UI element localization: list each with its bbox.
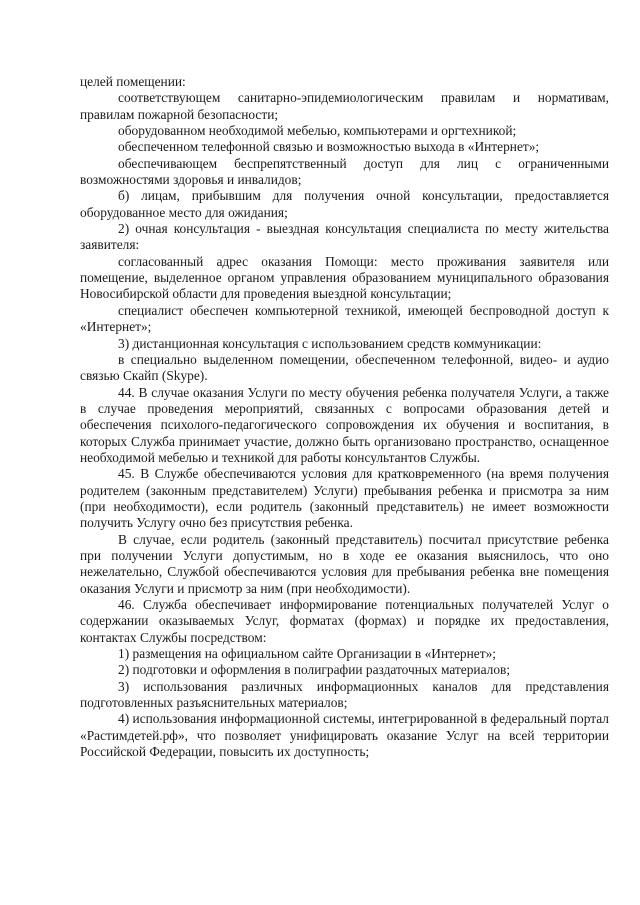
paragraph-agreed-address: согласованный адрес оказания Помощи: место проживания заявителя или помещение, выделенное органом управления образованием муниципального образования Новосибирской области для проведения выездной консультации; [80, 253, 609, 302]
paragraph-sanitary: соответствующем санитарно-эпидемиологическим правилам и нормативам, правилам пожарной безопасности; [80, 90, 609, 122]
paragraph-phone-internet: обеспеченном телефонной связью и возможностью выхода в «Интернет»; [118, 139, 540, 155]
paragraph-item-46: 46. Служба обеспечивает информирование потенциальных получателей Услуг о содержании оказываемых Услуг, форматах (формах) и порядке их предоставления, контактах Службы посредством: [80, 597, 609, 645]
paragraph-accessibility: обеспечивающем беспрепятственный доступ для лиц с ограниченными возможностями здоровья и инвалидов; [80, 155, 609, 188]
paragraph-list-3: 3) использования различных информационных каналов для представления подготовленных разъяснительных материалов; [80, 678, 609, 711]
paragraph-onsite-consultation: 2) очная консультация - выездная консультация специалиста по месту жительства заявителя: [80, 221, 609, 253]
paragraph-list-1: 1) размещения на официальном сайте Организации в «Интернет»; [118, 646, 496, 662]
paragraph-list-4: 4) использования информационной системы, интегрированной в федеральный портал «Растимдетей.рф», что позволяет унифицировать оказание Услуг на всей территории Российской Федерации, повысить их доступность; [80, 711, 609, 760]
paragraph-furniture: оборудованном необходимой мебелью, компьютерами и оргтехникой; [118, 123, 517, 139]
paragraph-item-45: 45. В Службе обеспечиваются условия для кратковременного (на время получения родителем (законным представителем) Услуги) пребывания ребенка и присмотра за ним (при необходимости), если родитель (законный представитель) не имеет возможности получить Услугу очно без присутствия ребенка. [80, 466, 609, 531]
paragraph-item-44: 44. В случае оказания Услуги по месту обучения ребенка получателя Услуги, а также в случае проведения мероприятий, связанных с вопросами образования детей и обеспечения психолого-педагогического сопровождения их обучения и воспитания, в которых Служба принимает участие, должно быть организовано пространство, оснащенное необходимой мебелью и техникой для работы консультантов Службы. [80, 384, 609, 465]
paragraph-specialist-equipment: специалист обеспечен компьютерной техникой, имеющей беспроводной доступ к «Интернет»; [80, 302, 609, 335]
paragraph-child-presence: В случае, если родитель (законный представитель) посчитал присутствие ребенка при получении Услуги допустимым, но в ходе ее оказания выяснилось, что оно нежелательно, Службой обеспечиваются условия для пребывания ребенка вне помещения оказания Услуги и присмотр за ним (при необходимости). [80, 531, 609, 596]
paragraph-remote-consultation: 3) дистанционная консультация с использованием средств коммуникации: [118, 335, 542, 351]
paragraph-skype-room: в специально выделенном помещении, обеспеченном телефонной, видео- и аудио связью Скайп (Skype). [80, 351, 609, 384]
paragraph-list-2: 2) подготовки и оформления в полиграфии раздаточных материалов; [118, 662, 511, 678]
paragraph-continuation: целей помещении: [80, 74, 186, 89]
paragraph-waiting-place: б) лицам, прибывшим для получения очной консультации, предоставляется оборудованное место для ожидания; [80, 188, 609, 220]
